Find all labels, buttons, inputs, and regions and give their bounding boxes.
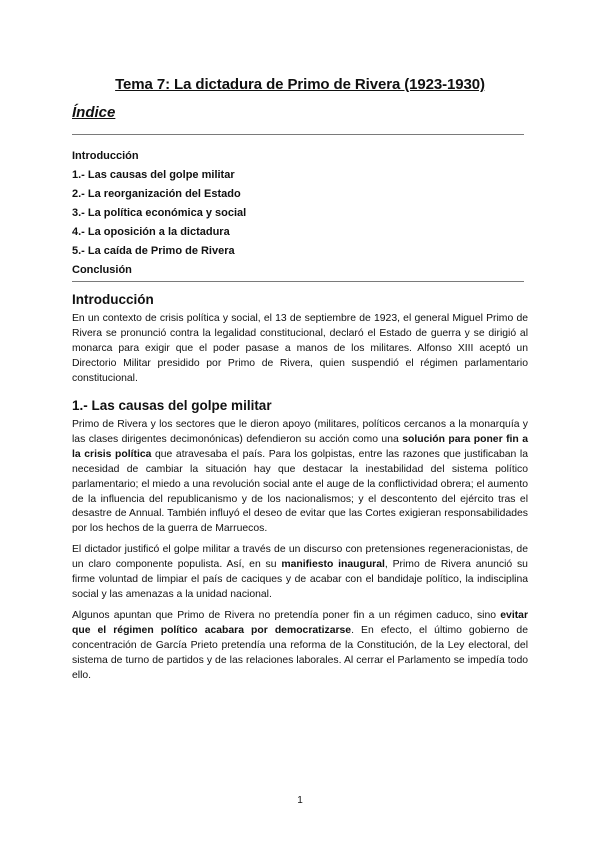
document-title: Tema 7: La dictadura de Primo de Rivera (1923-1930) xyxy=(115,76,485,93)
section-introduccion xyxy=(72,292,528,393)
emphasis: solución para poner fin a la crisis política xyxy=(72,433,528,460)
emphasis: evitar que el régimen político acabara por democratizarse xyxy=(72,609,528,636)
paragraph xyxy=(72,543,528,603)
toc-item-oposicion: 4.- La oposición a la dictadura xyxy=(72,226,230,238)
toc-item-reorganizacion: 2.- La reorganización del Estado xyxy=(72,188,241,200)
page-number: 1 xyxy=(297,795,303,806)
text-run: Algunos apuntan que Primo de Rivera no pretendía poner fin a un régimen caduco, sino xyxy=(72,609,501,621)
text-run: . En efecto, el último gobierno de concentración de García Prieto pretendía una reforma de la Constitución, de la Ley electoral, del sistema de turno de partidos y de las relaciones laborales. Al cerrar el Parlamento se impedía todo ello. xyxy=(72,624,528,681)
paragraph xyxy=(72,418,528,537)
index-bottom-divider xyxy=(72,281,524,282)
toc-item-introduccion: Introducción xyxy=(72,150,139,162)
paragraph: En un contexto de crisis política y social, el 13 de septiembre de 1923, el general Miguel Primo de Rivera se pronunció contra la legalidad constitucional, declaró el Estado de guerra y se dirigió al monarca para exigir que el poder pasase a manos de los militares. Alfonso XIII aceptó un Directorio Militar presidido por Primo de Rivera, quien suspendió el régimen parlamentario constitucional. xyxy=(72,313,528,384)
index-top-divider xyxy=(72,134,524,135)
section-heading: Introducción xyxy=(72,292,154,307)
text-run: Primo de Rivera y los sectores que le dieron apoyo (militares, políticos cercanos a la monarquía y las clases dirigentes decimonónicas) defendieron su acción como una xyxy=(72,419,528,445)
toc-item-causas: 1.- Las causas del golpe militar xyxy=(72,169,235,181)
section-heading: 1.- Las causas del golpe militar xyxy=(72,398,272,413)
text-run: , Primo de Rivera anunció su firme voluntad de limpiar el país de caciques y de acabar con el bandidaje político, la indisciplina social y las amenazas a la unidad nacional. xyxy=(72,559,528,600)
table-of-contents xyxy=(72,147,246,280)
toc-item-conclusion: Conclusión xyxy=(72,264,132,276)
text-run: El dictador justificó el golpe militar a través de un discurso con pretensiones regeneracionistas, de un claro componente populista. Así, en su xyxy=(72,544,528,571)
section-causas xyxy=(72,398,528,689)
toc-item-caida: 5.- La caída de Primo de Rivera xyxy=(72,245,235,257)
index-heading: Índice xyxy=(72,104,116,121)
paragraph xyxy=(72,609,528,684)
emphasis: manifiesto inaugural xyxy=(281,559,385,571)
toc-item-politica-economica: 3.- La política económica y social xyxy=(72,207,247,219)
text-run: que atravesaba el país. Para los golpistas, entre las razones que justificaban la necesidad de cambiar la situación hay que destacar la inestabilidad del sistema político parlamentario; el miedo a una revolución social ante el auge de la conflictividad obrera; el aumento de la influencia del republicanismo y de los nacionalismos; y el descontento del ejército tras el desastre de Annual. También influyó el deseo de evitar que las Cortes exigieran responsabilidades por los hechos de la guerra de Marruecos. xyxy=(72,448,528,535)
